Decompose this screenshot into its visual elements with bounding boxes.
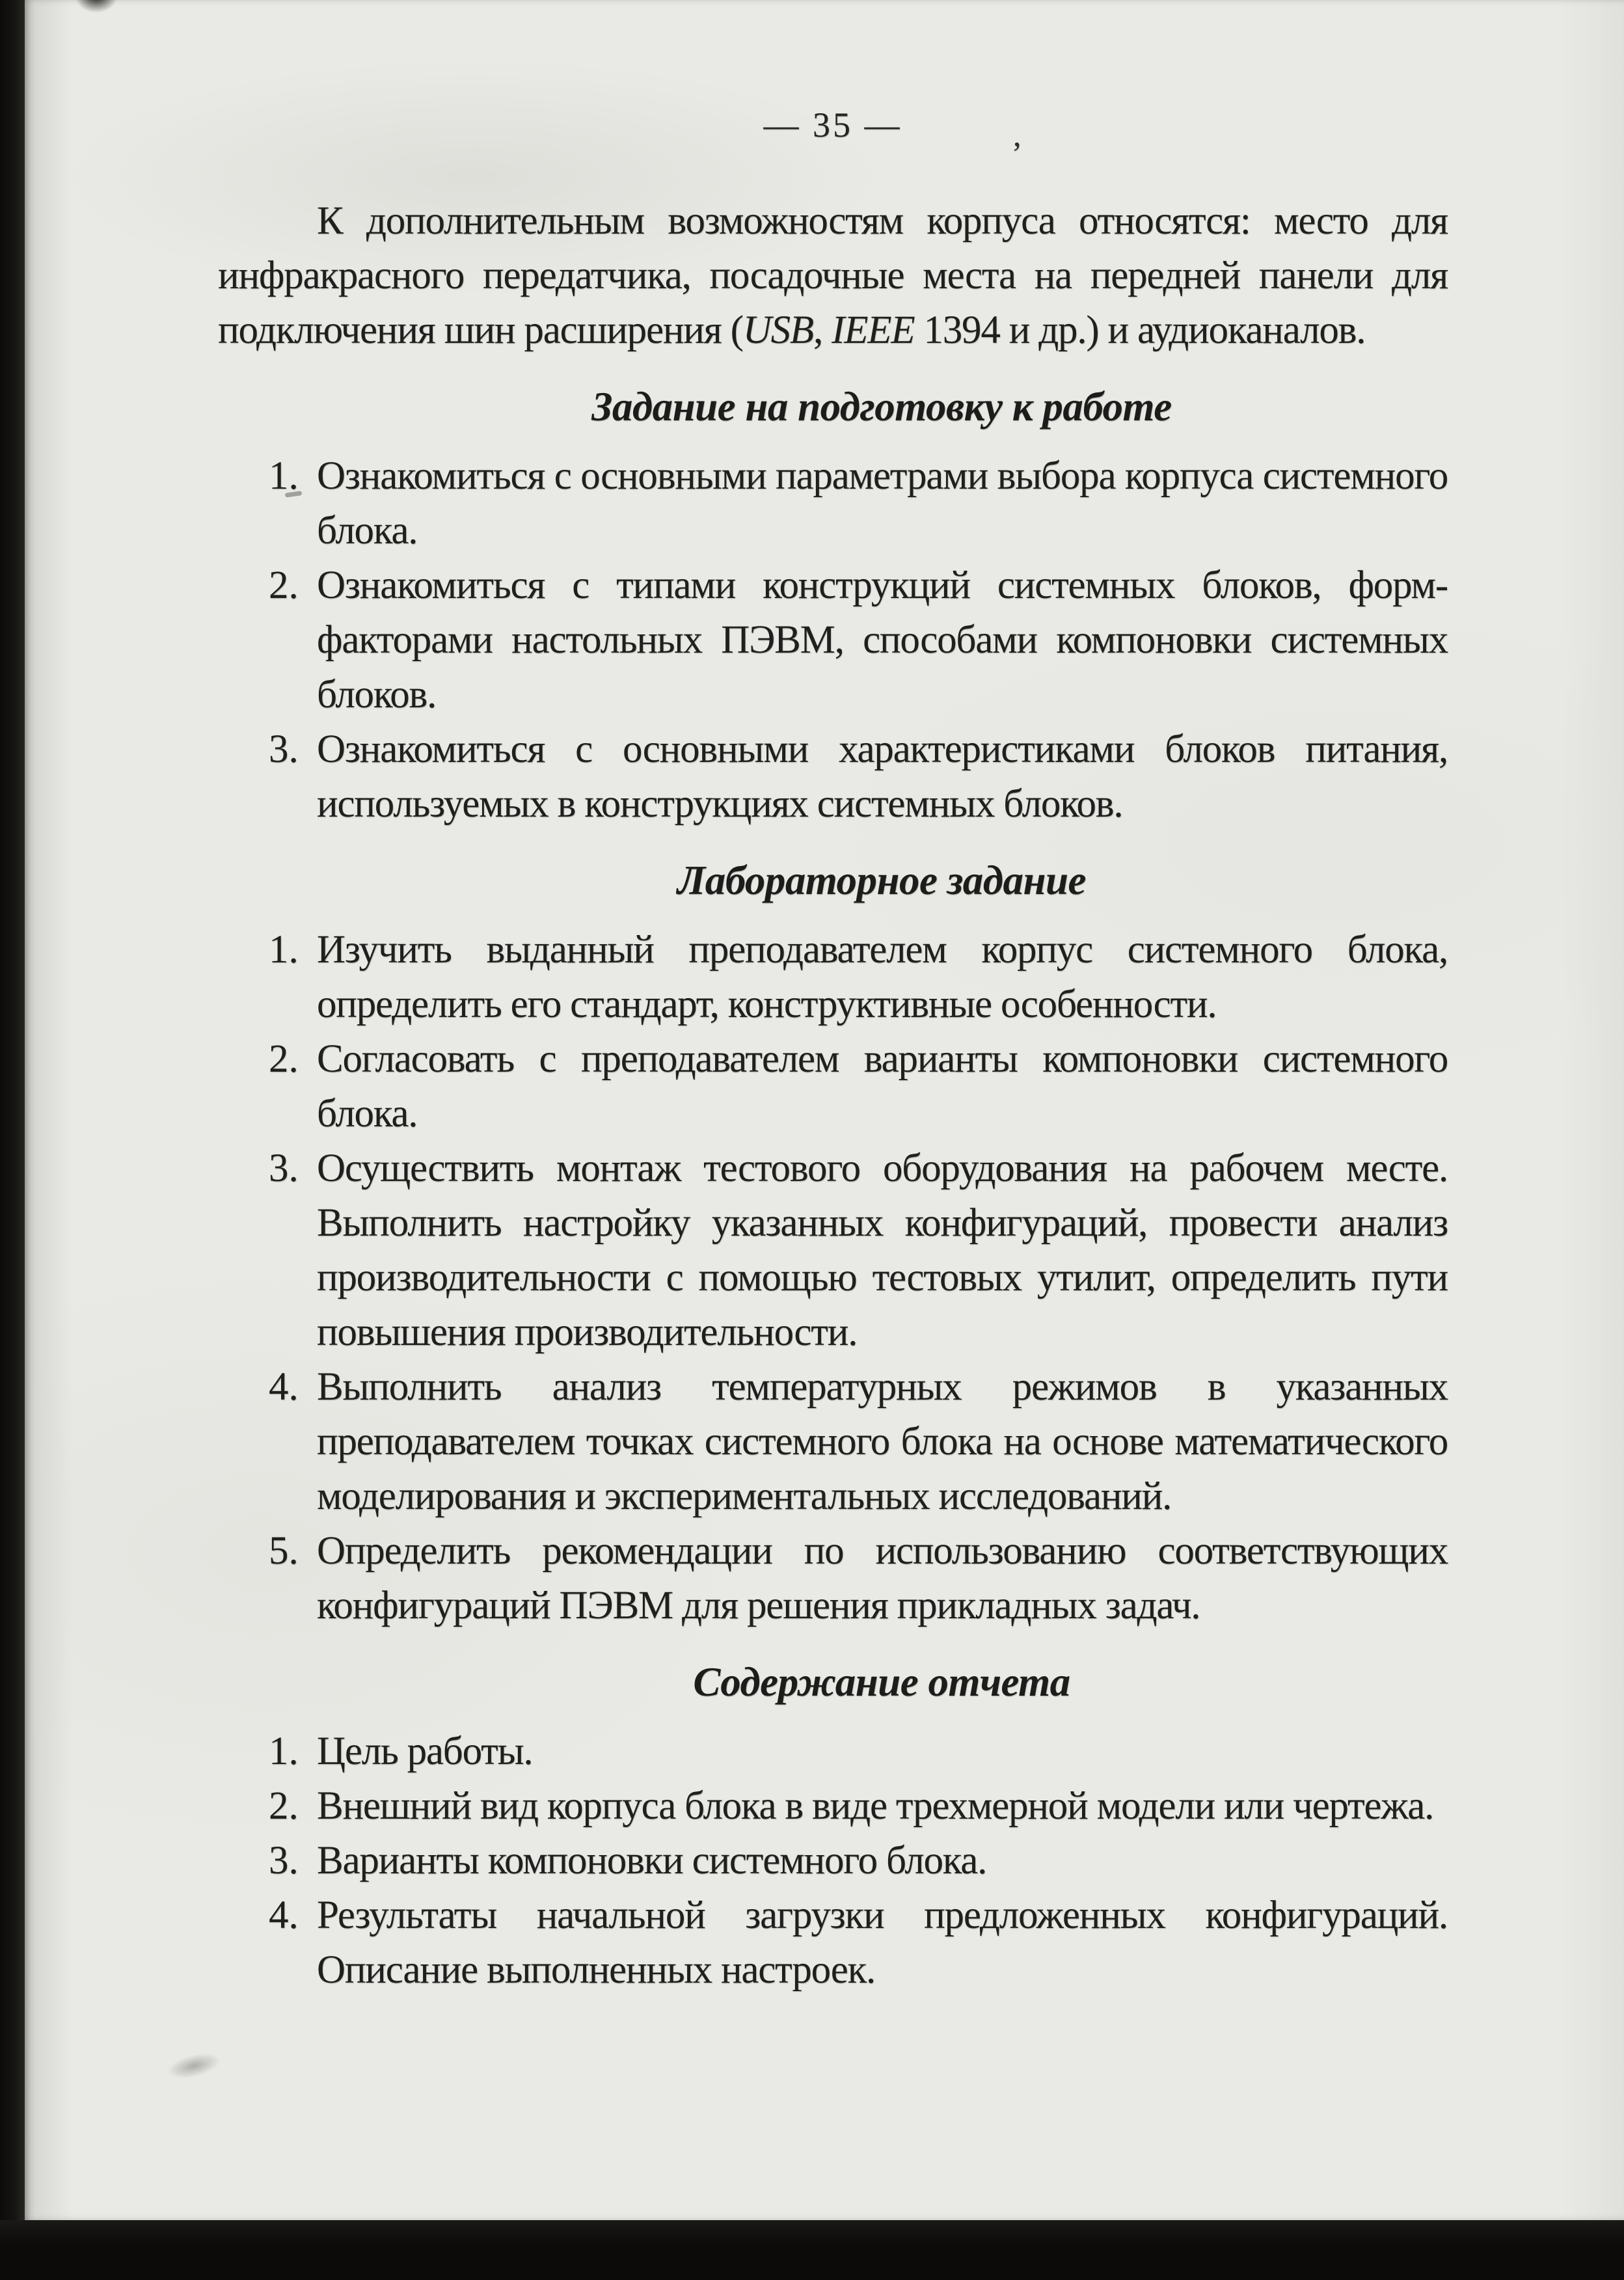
page-number: — 35 — (763, 105, 902, 144)
list-item-number: 4. (269, 1893, 299, 1937)
section-heading: Содержание отчета (693, 1659, 1070, 1705)
numbered-list (218, 923, 1448, 1633)
list-item-text: Варианты компоновки системного блока. (317, 1839, 987, 1882)
page-content (218, 0, 1448, 1998)
list-item-text: Результаты начальной загрузки предложенных конфигураций. Описание выполненных настроек. (317, 1893, 1448, 1992)
list-item-number: 5. (269, 1529, 299, 1573)
sections (218, 384, 1448, 1998)
intro-text-part-3: 1394 и др.) и аудиоканалов. (914, 308, 1366, 352)
list-item-text: Изучить выданный преподавателем корпус системного блока, определить его стандарт, конструктивные особенности. (317, 928, 1448, 1026)
list-item (218, 1141, 1448, 1360)
scan-border-left (0, 0, 25, 2280)
list-item-number: 2. (269, 1037, 299, 1081)
list-item (218, 722, 1448, 832)
list-item-number: 1. (269, 928, 299, 971)
ieee-italic-text: IEEE (832, 308, 915, 352)
scan-artifact-notch (75, 0, 118, 13)
section (218, 858, 1448, 1633)
list-item (218, 923, 1448, 1032)
list-item (218, 1524, 1448, 1633)
intro-text-part-2: , (813, 308, 832, 352)
numbered-list (218, 449, 1448, 832)
intro-text-part-1: К дополнительным возможностям корпуса относятся: место для инфракрасного передатчика, посадочные места на передней панели для подключения шин расширения ( (218, 199, 1448, 352)
usb-italic-text: USB (742, 308, 813, 352)
section-heading: Лабораторное задание (677, 858, 1086, 903)
list-item-text: Цель работы. (317, 1730, 533, 1773)
section (218, 1659, 1448, 1998)
list-item-text: Ознакомиться с основными параметрами выбора корпуса системного блока. (317, 454, 1448, 552)
list-item-text: Согласовать с преподавателем варианты компоновки системного блока. (317, 1037, 1448, 1135)
list-item (218, 1724, 1448, 1779)
numbered-list (218, 1724, 1448, 1998)
list-item-text: Выполнить анализ температурных режимов в указанных преподавателем точках системного блока на основе математического моделирования и экспериментальных исследований. (317, 1365, 1448, 1518)
intro-paragraph (218, 194, 1448, 358)
list-item (218, 1888, 1448, 1998)
list-item-text: Ознакомиться с основными характеристиками блоков питания, используемых в конструкциях системных блоков. (317, 727, 1448, 826)
list-item-number: 1. (269, 1730, 299, 1773)
list-item-number: 4. (269, 1365, 299, 1409)
scan-border-bottom (0, 2220, 1624, 2280)
list-item-number: 1. (269, 454, 299, 498)
scan-smudge (165, 2048, 223, 2083)
list-item-number: 2. (269, 563, 299, 607)
list-item (218, 1360, 1448, 1524)
list-item-text: Ознакомиться с типами конструкций системных блоков, форм-факторами настольных ПЭВМ, способами компоновки системных блоков. (317, 563, 1448, 716)
list-item-number: 3. (269, 1147, 299, 1190)
list-item (218, 449, 1448, 558)
list-item (218, 1032, 1448, 1141)
list-item-number: 3. (269, 1839, 299, 1882)
list-item-text: Внешний вид корпуса блока в виде трехмерной модели или чертежа. (317, 1784, 1434, 1828)
list-item-number: 3. (269, 727, 299, 771)
paper (25, 0, 1624, 2220)
section-heading: Задание на подготовку к работе (591, 384, 1172, 429)
list-item-text: Определить рекомендации по использованию соответствующих конфигураций ПЭВМ для решения прикладных задач. (317, 1529, 1448, 1627)
list-item (218, 1834, 1448, 1888)
list-item-text: Осуществить монтаж тестового оборудования на рабочем месте. Выполнить настройку указанных конфигураций, провести анализ производительности с помощью тестовых утилит, определить пути повышения производительности. (317, 1147, 1448, 1354)
list-item (218, 558, 1448, 722)
list-item-number: 2. (269, 1784, 299, 1828)
section (218, 384, 1448, 832)
list-item (218, 1779, 1448, 1834)
stray-comma-mark: , (1013, 116, 1022, 153)
